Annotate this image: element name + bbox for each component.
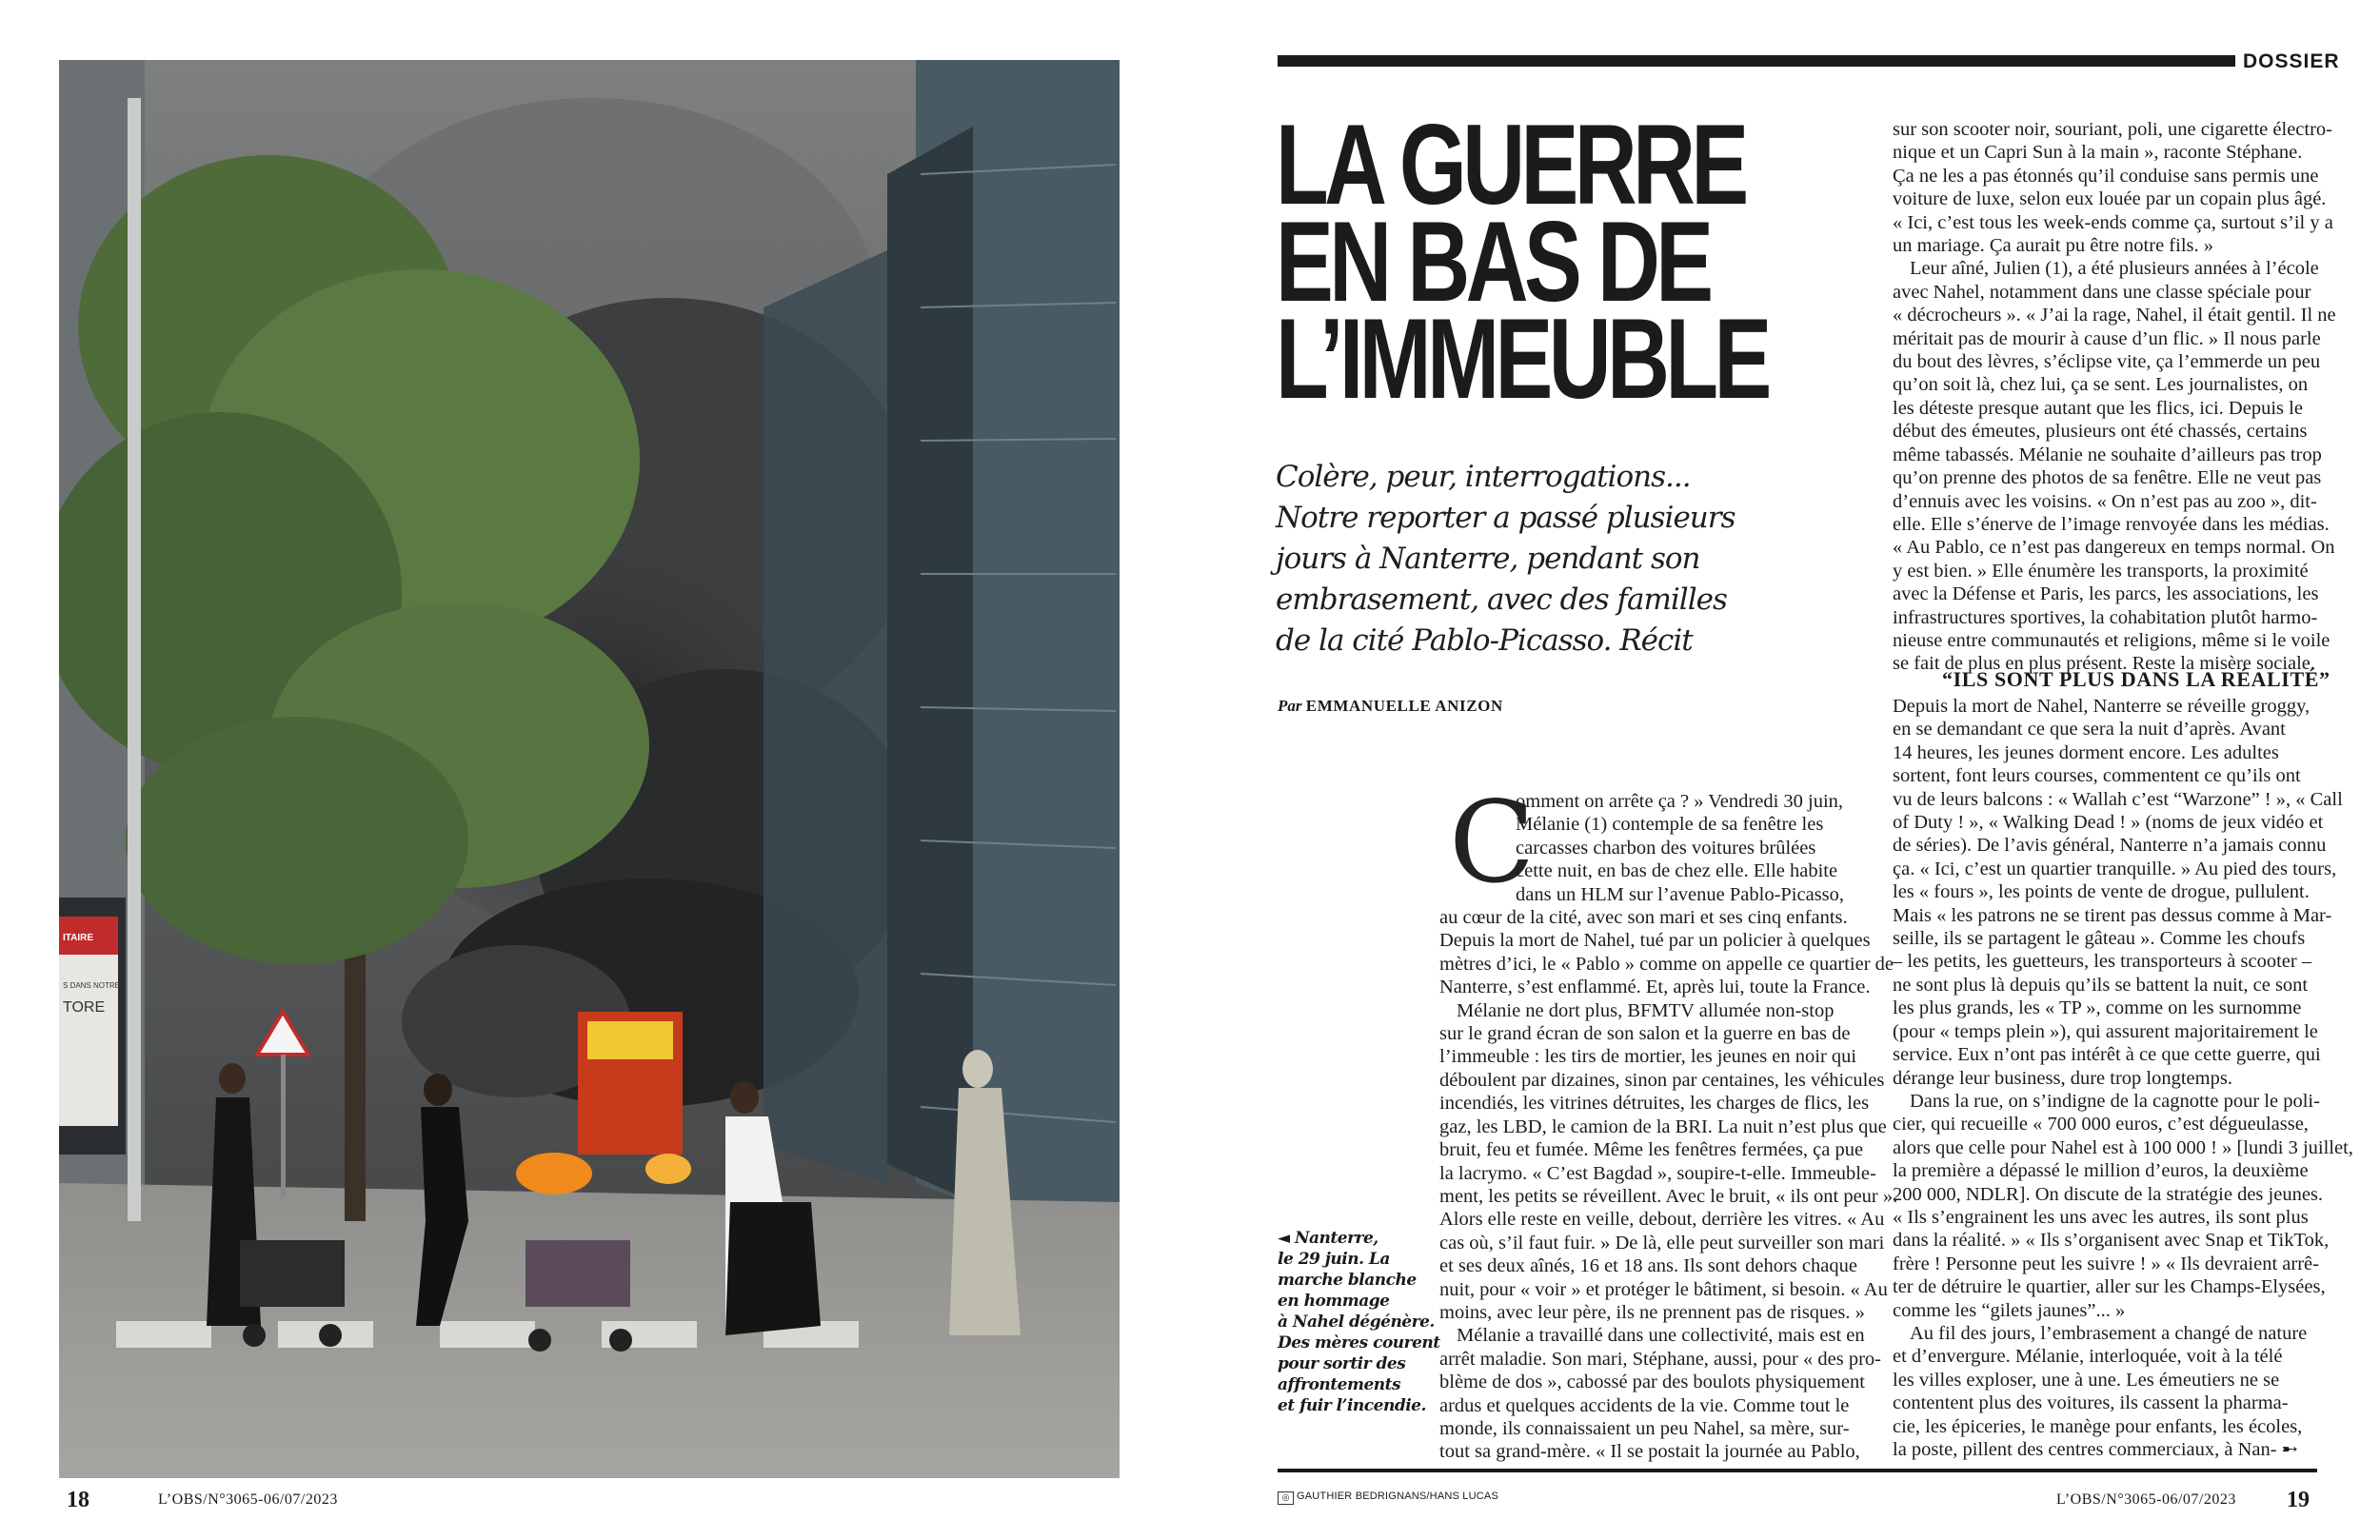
article-line: en se demandant ce que sera la nuit d’après. Avant xyxy=(1893,719,2286,740)
article-line: y est bien. » Elle énumère les transports, la proximité xyxy=(1893,560,2309,582)
article-line: Leur aîné, Julien (1), a été plusieurs années à l’école xyxy=(1910,258,2319,280)
article-line: cette nuit, en bas de chez elle. Elle habite xyxy=(1516,860,1838,882)
article-line: elle. Elle s’énerve de l’image renvoyée dans les médias. xyxy=(1893,513,2330,535)
standfirst xyxy=(1276,457,1735,661)
article-line: Mélanie a travaillé dans une collectivité, mais est en xyxy=(1457,1325,1865,1347)
bottom-rule xyxy=(1278,1469,2317,1472)
headline xyxy=(1276,101,1768,423)
article-line: frère ! Personne peut les suivre ! » « Ils devraient arrê- xyxy=(1893,1253,2319,1274)
article-line: nieuse entre communautés et religions, même si le voile xyxy=(1893,629,2330,651)
article-line: ment, les petits se réveillent. Avec le bruit, « ils ont peur ». xyxy=(1439,1185,1898,1207)
article-line: ça. « Ici, c’est un quartier tranquille. » Au pied des tours, xyxy=(1893,858,2337,879)
article-column-2-continued xyxy=(1893,695,2353,1461)
article-line: contentent plus des voitures, ils cassent la pharma- xyxy=(1893,1392,2289,1414)
article-line: la lacrymo. « C’est Bagdad », soupire-t-elle. Immeuble- xyxy=(1439,1162,1876,1184)
article-line: arrêt maladie. Son mari, Stéphane, aussi, pour « des pro- xyxy=(1439,1348,1881,1370)
billboard-text-2: S DANS NOTRE xyxy=(63,981,121,990)
article-line: avec Nahel, notamment dans une classe spéciale pour xyxy=(1893,281,2311,303)
byline-prefix: Par xyxy=(1278,697,1302,715)
article-line: « Ils s’engrainent les uns avec les autres, ils sont plus xyxy=(1893,1206,2309,1228)
article-line: monde, ils connaissaient un peu Nahel, sa mère, sur- xyxy=(1439,1417,1850,1439)
article-line: nique et un Capri Sun à la main », raconte Stéphane. xyxy=(1893,142,2303,164)
article-line: les déteste presque autant que les flics, ici. Depuis le xyxy=(1893,397,2303,419)
article-line: et d’envergure. Mélanie, interloquée, voit à la télé xyxy=(1893,1346,2283,1368)
article-line: qu’on prenne des photos de sa fenêtre. Elle ne veut pas xyxy=(1893,467,2322,489)
article-line: gaz, les LBD, le camion de la BRI. La nuit n’est plus que xyxy=(1439,1116,1887,1137)
article-line: dérange leur business, dure trop longtemps. xyxy=(1893,1067,2232,1089)
article-line: au cœur de la cité, avec son mari et ses cinq enfants. xyxy=(1439,907,1848,929)
standfirst-line: embrasement, avec des familles xyxy=(1276,582,1727,617)
headline-line: LA GUERRE xyxy=(1276,101,1745,228)
article-line: blème de dos », cabossé par des boulots physiquement xyxy=(1439,1372,1865,1393)
article-line: comme les “gilets jaunes”... » xyxy=(1893,1299,2126,1321)
article-line: ne sont plus là depuis qu’ils se battent la nuit, ce sont xyxy=(1893,974,2309,996)
standfirst-line: Colère, peur, interrogations... xyxy=(1276,460,1691,494)
byline xyxy=(1278,697,1503,716)
article-line: Mais « les patrons ne se tirent pas dessus comme à Mar- xyxy=(1893,904,2332,926)
article-line: déboulent par dizaines, sinon par centaines, les véhicules xyxy=(1439,1069,1885,1091)
caption-line: pour sortir des xyxy=(1278,1354,1406,1373)
article-line: carcasses charbon des voitures brûlées xyxy=(1516,837,1816,859)
article-subhead: “ILS SONT PLUS DANS LA RÉALITÉ” xyxy=(1942,667,2330,691)
left-folio: 18 xyxy=(67,1488,89,1512)
article-line: l’immeuble : les tirs de mortier, les jeunes en noir qui xyxy=(1439,1046,1857,1068)
right-issue-line: L’OBS/N°3065-06/07/2023 xyxy=(2056,1491,2236,1508)
article-line: ter de détruire le quartier, aller sur les Champs-Elysées, xyxy=(1893,1276,2326,1298)
article-line: vu de leurs balcons : « Wallah c’est “Warzone” ! », « Call xyxy=(1893,788,2343,810)
caption-line: ◄ Nanterre, xyxy=(1278,1229,1378,1248)
article-line: « décrocheurs ». « J’ai la rage, Nahel, il était gentil. Il ne xyxy=(1893,305,2336,326)
article-line: sortent, font leurs courses, commentent ce qu’ils ont xyxy=(1893,765,2301,787)
billboard-text-3: TORE xyxy=(63,999,106,1016)
article-line: ardus et quelques accidents de la vie. Comme tout le xyxy=(1439,1394,1850,1416)
lamp-post xyxy=(128,98,141,1221)
article-line: mètres d’ici, le « Pablo » comme on appelle ce quartier de xyxy=(1439,953,1894,975)
article-line: service. Eux n’ont pas intérêt à ce que cette guerre, qui xyxy=(1893,1044,2321,1066)
article-line: les villes exploser, une à une. Les émeutiers ne se xyxy=(1893,1369,2280,1391)
article-line: avec la Défense et Paris, les parcs, les associations, les xyxy=(1893,583,2319,605)
standfirst-line: Notre reporter a passé plusieurs xyxy=(1276,501,1735,535)
article-line: Dans la rue, on s’indigne de la cagnotte pour le poli- xyxy=(1910,1090,2320,1112)
article-line: Ça ne les a pas étonnés qu’il conduise sans permis une xyxy=(1893,165,2319,187)
caption-line: à Nahel dégénère. xyxy=(1278,1313,1435,1332)
article-line: alors que celle pour Nahel est à 100 000 ! » [lundi 3 juillet, xyxy=(1893,1136,2353,1158)
article-line: Depuis la mort de Nahel, Nanterre se réveille groggy, xyxy=(1893,696,2311,717)
article-line: sur son scooter noir, souriant, poli, une cigarette électro- xyxy=(1893,119,2332,140)
article-line: voiture de luxe, selon eux louée par un copain plus âgé. xyxy=(1893,188,2327,210)
article-line: Mélanie ne dort plus, BFMTV allumée non-stop xyxy=(1457,999,1835,1021)
article-line: début des émeutes, plusieurs ont été chassés, certains xyxy=(1893,421,2308,443)
article-line: omment on arrête ça ? » Vendredi 30 juin, xyxy=(1516,791,1844,812)
article-line: Alors elle reste en veille, debout, derrière les vitres. « Au xyxy=(1439,1209,1885,1231)
caption-line: affrontements xyxy=(1278,1375,1401,1394)
caption-line: en hommage xyxy=(1278,1292,1390,1311)
standfirst-line: jours à Nanterre, pendant son xyxy=(1276,542,1700,576)
article-line: tout sa grand-mère. « Il se postait la journée au Pablo, xyxy=(1439,1441,1860,1463)
article-line: d’ennuis avec les voisins. « On n’est pas au zoo », dit- xyxy=(1893,490,2317,512)
article-line: un mariage. Ça aurait pu être notre fils. » xyxy=(1893,235,2213,257)
article-line: 200 000, NDLR]. On discute de la stratégie des jeunes. xyxy=(1893,1183,2324,1205)
article-line: nuit, pour « voir » et protéger le bâtiment, si besoin. « Au xyxy=(1439,1278,1888,1300)
top-rule xyxy=(1278,55,2235,67)
article-line: – les petits, les guetteurs, les transporteurs à scooter – xyxy=(1893,951,2312,973)
article-line: Mélanie (1) contemple de sa fenêtre les xyxy=(1516,814,1824,836)
article-line: même tabassés. Mélanie ne souhaite d’ailleurs pas trop xyxy=(1893,444,2322,465)
article-line: moins, avec leur père, ils ne prennent pas de risques. » xyxy=(1439,1301,1865,1323)
article-line: sur le grand écran de son salon et la guerre en bas de xyxy=(1439,1023,1851,1045)
article-line: se fait de plus en plus présent. Reste la misère sociale. xyxy=(1893,653,2316,675)
headline-line: EN BAS DE xyxy=(1276,198,1710,326)
caption-line: et fuir l’incendie. xyxy=(1278,1396,1426,1415)
street-scene-illustration xyxy=(59,60,1120,1478)
byline-author: EMMANUELLE ANIZON xyxy=(1305,697,1503,715)
article-line: « Ici, c’est tous les week-ends comme ça, surtout s’il y a xyxy=(1893,211,2333,233)
article-line: of Duty ! », « Walking Dead ! » (noms de jeux vidéo et xyxy=(1893,812,2324,834)
section-label: DOSSIER xyxy=(2243,50,2340,72)
article-line: de séries). De l’avis général, Nanterre n’a jamais connu xyxy=(1893,835,2327,857)
article-line: et ses deux aînés, 16 et 18 ans. Ils sont dehors chaque xyxy=(1439,1255,1857,1277)
headline-line: L’IMMEUBLE xyxy=(1276,295,1768,423)
article-column-1 xyxy=(1439,790,1898,1464)
article-line: Nanterre, s’est enflammé. Et, après lui, toute la France. xyxy=(1439,977,1871,998)
article-line: cie, les épiceries, le manège pour enfants, les écoles, xyxy=(1893,1415,2303,1437)
article-line: Au fil des jours, l’embrasement a changé de nature xyxy=(1910,1322,2308,1344)
article-line: les « fours », les points de vente de drogue, pullulent. xyxy=(1893,881,2310,903)
photo-caption xyxy=(1278,1228,1440,1416)
article-line: dans la réalité. » « Ils s’organisent avec Snap et TikTok, xyxy=(1893,1230,2330,1252)
article-line: 14 heures, les jeunes dorment encore. Les adultes xyxy=(1893,741,2279,763)
standfirst-line: de la cité Pablo-Picasso. Récit xyxy=(1276,623,1693,658)
billboard-text-1: ITAIRE xyxy=(63,933,94,943)
article-column-2 xyxy=(1893,118,2340,676)
article-line: incendiés, les vitrines détruites, les charges de flics, les xyxy=(1439,1093,1870,1115)
article-line: la poste, pillent des centres commerciaux, à Nan- ➸ xyxy=(1893,1439,2298,1460)
article-line: bruit, feu et fumée. Même les fenêtres fermées, ça pue xyxy=(1439,1139,1864,1161)
lead-photo xyxy=(59,60,1120,1478)
fire xyxy=(516,1153,592,1194)
article-line: méritait pas de mourir à cause d’un flic. » Il nous parle xyxy=(1893,327,2321,349)
billboard xyxy=(59,898,126,1155)
article-line: dans un HLM sur l’avenue Pablo-Picasso, xyxy=(1516,883,1845,905)
article-line: infrastructures sportives, la cohabitation plutôt harmo- xyxy=(1893,606,2318,628)
drop-cap: C xyxy=(1449,777,1536,908)
caption-line: marche blanche xyxy=(1278,1271,1417,1290)
article-line: seille, ils se partagent le gâteau ». Comme les choufs xyxy=(1893,928,2306,950)
article-line: « Au Pablo, ce n’est pas dangereux en temps normal. On xyxy=(1893,537,2335,559)
article-line: cier, qui recueille « 700 000 euros, c’est dégueulasse, xyxy=(1893,1114,2309,1135)
article-line: Depuis la mort de Nahel, tué par un policier à quelques xyxy=(1439,930,1871,952)
camera-credit-icon: ◎ xyxy=(1278,1491,1294,1505)
left-issue-line: L’OBS/N°3065-06/07/2023 xyxy=(158,1491,338,1508)
right-folio: 19 xyxy=(2287,1488,2310,1512)
article-line: cas où, s’il faut fuir. » De là, elle peut surveiller son mari xyxy=(1439,1232,1885,1254)
article-line: (pour « temps plein »), qui assurent majoritairement le xyxy=(1893,1020,2318,1042)
caption-line: le 29 juin. La xyxy=(1278,1250,1390,1269)
article-line: la première a dépassé le million d’euros, la deuxième xyxy=(1893,1160,2309,1182)
photo-credit: GAUTHIER BEDRIGNANS/HANS LUCAS xyxy=(1297,1491,1498,1502)
article-line: qu’on soit là, chez lui, ça se sent. Les journalistes, on xyxy=(1893,374,2309,396)
article-line: du bout des lèvres, s’éclipse vite, ça l’emmerde un peu xyxy=(1893,351,2321,373)
caption-line: Des mères courent xyxy=(1278,1333,1440,1352)
article-line: les plus grands, les « TP », comme on les surnomme xyxy=(1893,997,2302,1019)
